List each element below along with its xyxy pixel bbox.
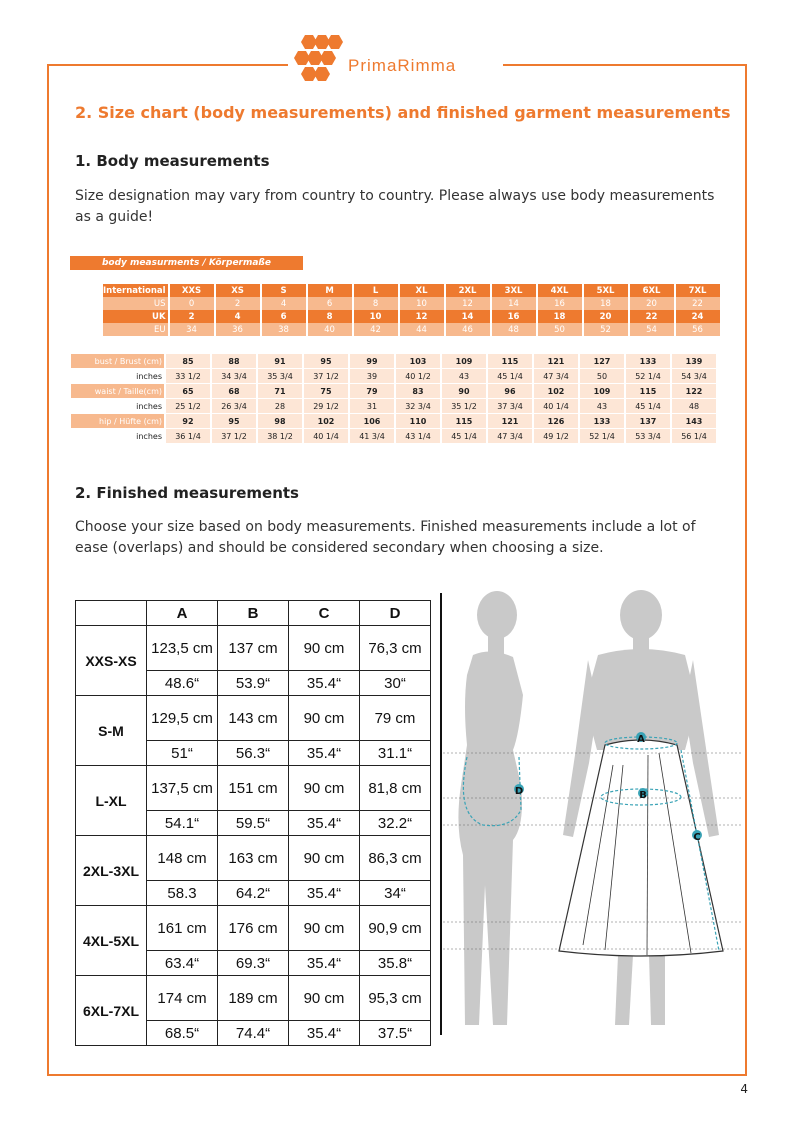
finished-cm-cell: 151 cm (218, 766, 289, 811)
finished-cm-cell: 90 cm (289, 976, 360, 1021)
finished-row-cm (76, 906, 431, 951)
size-cell: 54 (630, 323, 674, 336)
size-cell: XS (216, 284, 260, 297)
size-cell: 8 (354, 297, 398, 310)
finished-size-label: 4XL-5XL (76, 906, 147, 976)
measure-row-label: inches (136, 431, 162, 441)
finished-row-cm (76, 976, 431, 1021)
measure-cell: 47 3/4 (488, 429, 532, 443)
measure-cell: 65 (166, 384, 210, 398)
size-cell: 24 (676, 310, 720, 323)
finished-row-cm (76, 626, 431, 671)
measure-cell: 68 (212, 384, 256, 398)
measure-cell: 99 (350, 354, 394, 368)
finished-note: Choose your size based on body measurements. Finished measurements include a lot of ease (overlaps) and should be considered secondary when choosing a size. (75, 519, 696, 556)
measure-cell: 43 (580, 399, 624, 413)
size-cell: 6 (308, 297, 352, 310)
measure-row (71, 399, 716, 413)
measure-row-label: bust / Brust (cm) (71, 354, 164, 368)
finished-column-header: D (360, 601, 431, 626)
finished-cm-cell: 137 cm (218, 626, 289, 671)
size-cell: 4 (262, 297, 306, 310)
measure-cell: 40 1/4 (304, 429, 348, 443)
size-cell: 50 (538, 323, 582, 336)
measure-cell: 28 (258, 399, 302, 413)
brand-name: PrimaRimma (348, 56, 457, 75)
finished-cm-cell: 161 cm (147, 906, 218, 951)
finished-column-header: B (218, 601, 289, 626)
size-cell: L (354, 284, 398, 297)
honeycomb-icon (288, 34, 348, 86)
measure-cell: 96 (488, 384, 532, 398)
finished-cm-cell: 148 cm (147, 836, 218, 881)
size-cell: 46 (446, 323, 490, 336)
size-cell: S (262, 284, 306, 297)
size-cell: 18 (584, 297, 628, 310)
measure-cell: 133 (580, 414, 624, 428)
measure-cell: 45 1/4 (626, 399, 670, 413)
measure-row (71, 354, 716, 368)
finished-cm-cell: 129,5 cm (147, 696, 218, 741)
size-row (103, 310, 720, 323)
body-table-label: body measurments / Körpermaße (70, 256, 303, 270)
measure-cell: 45 1/4 (442, 429, 486, 443)
finished-cm-cell: 95,3 cm (360, 976, 431, 1021)
measure-cell: 39 (350, 369, 394, 383)
size-cell: 12 (446, 297, 490, 310)
body-note: Size designation may vary from country to country. Please always use body measurements as a guide! (75, 188, 715, 225)
size-cell: 14 (492, 297, 536, 310)
size-cell: 4 (216, 310, 260, 323)
measure-cell: 121 (534, 354, 578, 368)
page-number: 4 (740, 1082, 748, 1096)
size-cell: 12 (400, 310, 444, 323)
size-row-label: US (103, 297, 168, 310)
size-cell: 14 (446, 310, 490, 323)
finished-inch-cell: 48.6“ (147, 671, 218, 696)
size-cell: 44 (400, 323, 444, 336)
measure-cell: 98 (258, 414, 302, 428)
finished-size-label: XXS-XS (76, 626, 147, 696)
size-row (103, 323, 720, 336)
measure-cell: 32 3/4 (396, 399, 440, 413)
finished-heading: 2. Finished measurements (75, 484, 299, 502)
measure-cell: 35 1/2 (442, 399, 486, 413)
label-b: B (639, 790, 647, 801)
measure-cell: 127 (580, 354, 624, 368)
measure-cell: 103 (396, 354, 440, 368)
measure-cell: 52 1/4 (626, 369, 670, 383)
label-a: A (637, 734, 645, 745)
measure-cell: 53 3/4 (626, 429, 670, 443)
finished-size-label: L-XL (76, 766, 147, 836)
size-cell: 7XL (676, 284, 720, 297)
finished-inch-cell: 59.5“ (218, 811, 289, 836)
size-row (103, 297, 720, 310)
measure-cell: 91 (258, 354, 302, 368)
finished-cm-cell: 76,3 cm (360, 626, 431, 671)
finished-inch-cell: 35.4“ (289, 811, 360, 836)
finished-cm-cell: 176 cm (218, 906, 289, 951)
finished-inch-cell: 35.4“ (289, 671, 360, 696)
measure-cell: 25 1/2 (166, 399, 210, 413)
measure-cell: 37 1/2 (212, 429, 256, 443)
measure-row-label: inches (136, 401, 162, 411)
section-title: 2. Size chart (body measurements) and finished garment measurements (75, 103, 731, 122)
finished-cm-cell: 90 cm (289, 906, 360, 951)
measure-cell: 52 1/4 (580, 429, 624, 443)
size-cell: 2 (170, 310, 214, 323)
size-row-label: International (103, 285, 166, 296)
size-cell: M (308, 284, 352, 297)
measure-cell: 56 1/4 (672, 429, 716, 443)
finished-row-cm (76, 766, 431, 811)
body-heading: 1. Body measurements (75, 152, 270, 170)
garment-figure-illustration (433, 585, 743, 1045)
finished-row-cm (76, 836, 431, 881)
measure-cell: 48 (672, 399, 716, 413)
measure-cell: 102 (534, 384, 578, 398)
size-cell: XXS (170, 284, 214, 297)
measure-cell: 50 (580, 369, 624, 383)
size-cell: 6 (262, 310, 306, 323)
measure-row-label: inches (136, 371, 162, 381)
size-cell: 10 (400, 297, 444, 310)
size-cell: 18 (538, 310, 582, 323)
measure-cell: 106 (350, 414, 394, 428)
size-cell: 38 (262, 323, 306, 336)
measure-cell: 122 (672, 384, 716, 398)
measure-cell: 40 1/4 (534, 399, 578, 413)
size-cell: 10 (354, 310, 398, 323)
finished-inch-cell: 35.4“ (289, 951, 360, 976)
finished-cm-cell: 123,5 cm (147, 626, 218, 671)
size-cell: 0 (170, 297, 214, 310)
measure-cell: 43 1/4 (396, 429, 440, 443)
measure-cell: 102 (304, 414, 348, 428)
finished-inch-cell: 37.5“ (360, 1021, 431, 1046)
measure-cell: 79 (350, 384, 394, 398)
size-cell: 8 (308, 310, 352, 323)
measure-cell: 90 (442, 384, 486, 398)
brand-logo (288, 34, 503, 86)
measure-cell: 109 (580, 384, 624, 398)
size-cell: 34 (170, 323, 214, 336)
size-cell: 22 (676, 297, 720, 310)
measure-cell: 133 (626, 354, 670, 368)
finished-size-label: 6XL-7XL (76, 976, 147, 1046)
measure-cell: 115 (488, 354, 532, 368)
measure-cell: 45 1/4 (488, 369, 532, 383)
measure-cell: 88 (212, 354, 256, 368)
size-row-label: UK (103, 310, 168, 323)
measure-cell: 83 (396, 384, 440, 398)
measure-cell: 85 (166, 354, 210, 368)
size-cell: 2 (216, 297, 260, 310)
finished-inch-cell: 63.4“ (147, 951, 218, 976)
finished-cm-cell: 143 cm (218, 696, 289, 741)
measure-cell: 115 (442, 414, 486, 428)
size-row-label: EU (103, 323, 168, 336)
finished-cm-cell: 90 cm (289, 836, 360, 881)
measure-cell: 95 (212, 414, 256, 428)
finished-cm-cell: 79 cm (360, 696, 431, 741)
finished-cm-cell: 137,5 cm (147, 766, 218, 811)
label-d: D (514, 786, 524, 797)
measure-cell: 121 (488, 414, 532, 428)
size-row (103, 284, 720, 297)
size-cell: 16 (538, 297, 582, 310)
measure-cell: 139 (672, 354, 716, 368)
finished-cm-cell: 90,9 cm (360, 906, 431, 951)
finished-inch-cell: 64.2“ (218, 881, 289, 906)
finished-cm-cell: 90 cm (289, 766, 360, 811)
size-cell: 42 (354, 323, 398, 336)
measure-cell: 92 (166, 414, 210, 428)
measure-cell: 126 (534, 414, 578, 428)
size-cell: 22 (630, 310, 674, 323)
size-cell: 16 (492, 310, 536, 323)
measure-cell: 49 1/2 (534, 429, 578, 443)
finished-cm-cell: 189 cm (218, 976, 289, 1021)
measure-cell: 95 (304, 354, 348, 368)
finished-inch-cell: 53.9“ (218, 671, 289, 696)
finished-cm-cell: 174 cm (147, 976, 218, 1021)
measure-row (71, 384, 716, 398)
measure-row-label: hip / Hüfte (cm) (71, 414, 164, 428)
size-cell: 4XL (538, 284, 582, 297)
measure-cell: 26 3/4 (212, 399, 256, 413)
size-cell: 20 (630, 297, 674, 310)
finished-inch-cell: 51“ (147, 741, 218, 766)
finished-column-header: C (289, 601, 360, 626)
measure-cell: 137 (626, 414, 670, 428)
finished-size-label: S-M (76, 696, 147, 766)
finished-inch-cell: 35.4“ (289, 741, 360, 766)
finished-inch-cell: 35.4“ (289, 881, 360, 906)
measure-cell: 143 (672, 414, 716, 428)
finished-measurements-table (75, 600, 431, 1046)
finished-size-label: 2XL-3XL (76, 836, 147, 906)
finished-inch-cell: 58.3 (147, 881, 218, 906)
measure-cell: 110 (396, 414, 440, 428)
measure-cell: 35 3/4 (258, 369, 302, 383)
size-cell: 48 (492, 323, 536, 336)
measure-cell: 109 (442, 354, 486, 368)
finished-corner-cell (76, 601, 147, 626)
finished-inch-cell: 30“ (360, 671, 431, 696)
finished-inch-cell: 56.3“ (218, 741, 289, 766)
size-cell: 40 (308, 323, 352, 336)
finished-inch-cell: 31.1“ (360, 741, 431, 766)
size-cell: XL (400, 284, 444, 297)
finished-inch-cell: 34“ (360, 881, 431, 906)
measure-cell: 31 (350, 399, 394, 413)
finished-cm-cell: 81,8 cm (360, 766, 431, 811)
measure-cell: 36 1/4 (166, 429, 210, 443)
measure-cell: 41 3/4 (350, 429, 394, 443)
finished-inch-cell: 74.4“ (218, 1021, 289, 1046)
label-c: C (693, 832, 701, 843)
size-cell: 6XL (630, 284, 674, 297)
size-cell: 5XL (584, 284, 628, 297)
measure-cell: 47 3/4 (534, 369, 578, 383)
finished-inch-cell: 54.1“ (147, 811, 218, 836)
finished-inch-cell: 35.4“ (289, 1021, 360, 1046)
finished-cm-cell: 86,3 cm (360, 836, 431, 881)
measure-cell: 34 3/4 (212, 369, 256, 383)
finished-header-row (76, 601, 431, 626)
size-cell: 3XL (492, 284, 536, 297)
size-cell: 20 (584, 310, 628, 323)
finished-cm-cell: 163 cm (218, 836, 289, 881)
body-measurements-table (69, 353, 718, 444)
size-cell: 36 (216, 323, 260, 336)
measure-row (71, 369, 716, 383)
measure-cell: 38 1/2 (258, 429, 302, 443)
size-cell: 2XL (446, 284, 490, 297)
finished-cm-cell: 90 cm (289, 626, 360, 671)
measure-row-label: waist / Taille(cm) (71, 384, 164, 398)
finished-inch-cell: 35.8“ (360, 951, 431, 976)
finished-inch-cell: 69.3“ (218, 951, 289, 976)
measure-cell: 33 1/2 (166, 369, 210, 383)
size-designation-table (101, 284, 722, 336)
size-cell: 56 (676, 323, 720, 336)
measure-cell: 29 1/2 (304, 399, 348, 413)
finished-inch-cell: 32.2“ (360, 811, 431, 836)
measure-cell: 115 (626, 384, 670, 398)
measure-cell: 75 (304, 384, 348, 398)
measure-cell: 54 3/4 (672, 369, 716, 383)
measure-cell: 37 1/2 (304, 369, 348, 383)
measure-cell: 71 (258, 384, 302, 398)
measure-cell: 43 (442, 369, 486, 383)
measure-row (71, 414, 716, 428)
finished-cm-cell: 90 cm (289, 696, 360, 741)
size-cell: 52 (584, 323, 628, 336)
finished-column-header: A (147, 601, 218, 626)
finished-inch-cell: 68.5“ (147, 1021, 218, 1046)
measure-row (71, 429, 716, 443)
finished-row-cm (76, 696, 431, 741)
measure-cell: 37 3/4 (488, 399, 532, 413)
measure-cell: 40 1/2 (396, 369, 440, 383)
